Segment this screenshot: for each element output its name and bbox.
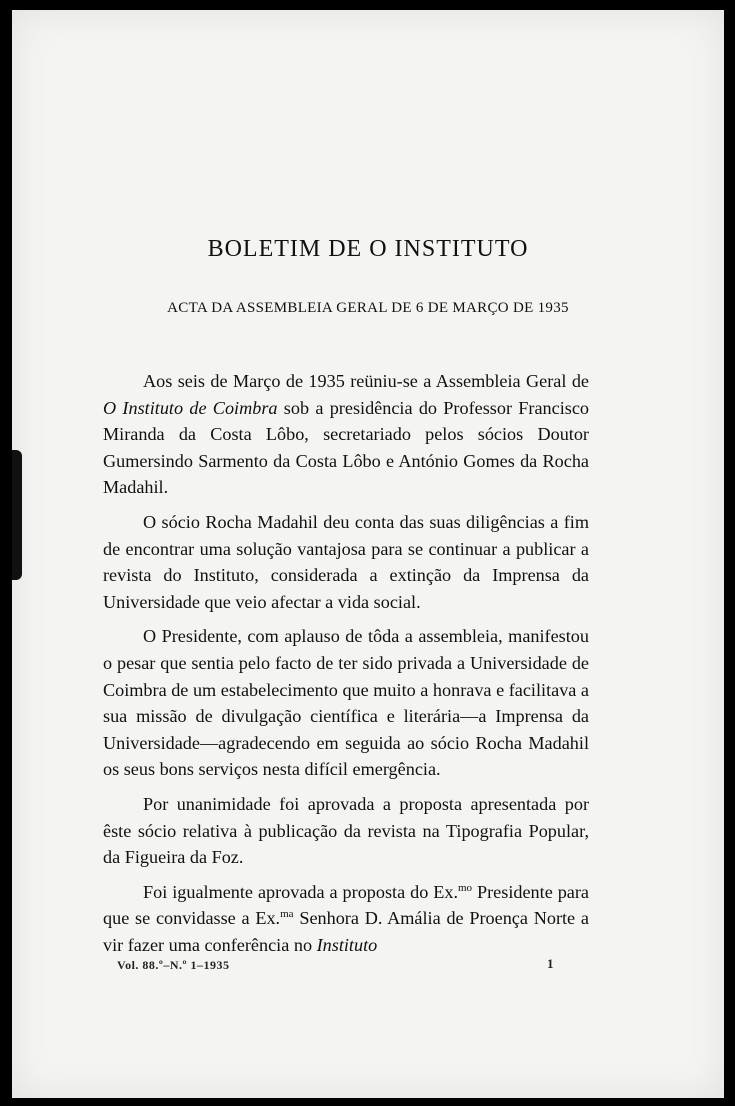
paragraph-1-italic: O Instituto de Coimbra [103, 397, 278, 418]
paragraph-1 [103, 368, 589, 501]
document-page [12, 10, 724, 1098]
body-text [103, 368, 589, 966]
signature-mark: 1 [547, 956, 554, 971]
page-title: BOLETIM DE O INSTITUTO [207, 236, 529, 262]
paragraph-5-sup-2: ma [280, 908, 294, 921]
paragraph-5-text-b: Presidente para que se convidasse a Ex. [103, 881, 589, 929]
paragraph-1-text-a: Aos seis de Março de 1935 reüniu-se a Assembleia Geral de [143, 371, 589, 391]
paragraph-5 [103, 879, 589, 959]
paragraph-5-italic: Instituto [316, 934, 378, 955]
paragraph-4: Por unanimidade foi aprovada a proposta apresentada por êste sócio relativa à publicação da revista na Tipografia Popular, da Figueira da Foz. [103, 793, 589, 868]
paragraph-5-text-a: Foi igualmente aprovada a proposta do Ex. [143, 881, 458, 902]
section-heading: ACTA DA ASSEMBLEIA GERAL DE 6 DE MARÇO DE 1935 [167, 300, 569, 316]
paragraph-5-sup-1: mo [458, 881, 473, 894]
paragraph-1-text-b: sob a presidência do Professor Francisco Miranda da Costa Lôbo, secretariado pelos sócios Doutor Gumersindo Sarmento da Costa Lôbo e António Gomes da Rocha Madahil. [103, 397, 590, 498]
volume-line: Vol. 88.º–N.º 1–1935 [117, 958, 230, 972]
paragraph-3: O Presidente, com aplauso de tôda a assembleia, manifestou o pesar que sentia pelo facto de ter sido privada a Universidade de Coimbra de um estabelecimento que muito a honrava e facilitava a sua missão de divulgação científica e literária—a Imprensa da Universidade—agradecendo em seguida ao sócio Rocha Madahil os seus bons serviços nesta difícil emergência. [103, 626, 589, 780]
binding-shadow [12, 450, 22, 580]
paragraph-5-text-c: Senhora D. Amália de Proença Norte a vir fazer uma conferência no [103, 908, 589, 955]
paragraph-2: O sócio Rocha Madahil deu conta das suas diligências a fim de encontrar uma solução vantajosa para se continuar a publicar a revista do Instituto, considerada a extinção da Imprensa da Universidade que veio afectar a vida social. [103, 511, 589, 612]
